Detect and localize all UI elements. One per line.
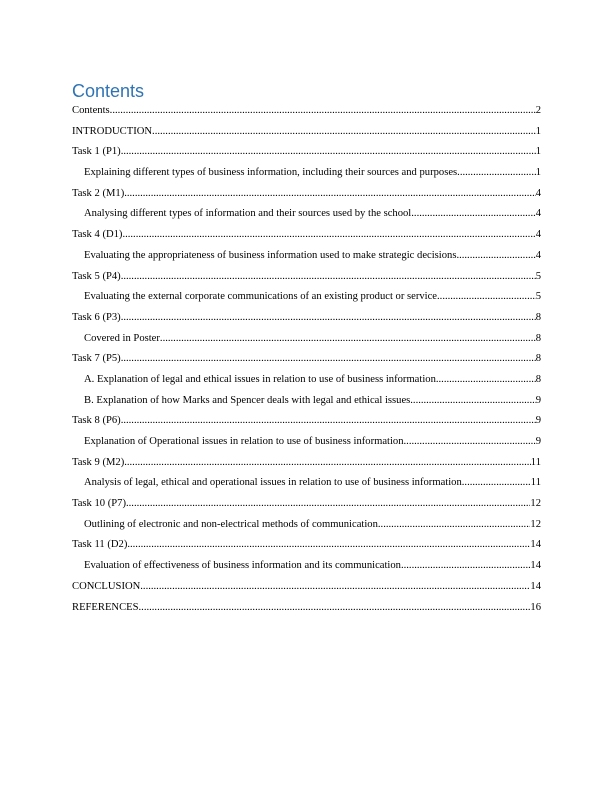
toc-entry-title: Evaluation of effectiveness of business information and its communication <box>84 560 401 572</box>
dot-leader <box>121 311 536 324</box>
toc-page-number: 12 <box>530 498 541 510</box>
dot-leader <box>404 435 536 448</box>
toc-entry-title: Evaluating the appropriateness of business information used to make strategic decisions <box>84 249 457 261</box>
toc-entry[interactable] <box>72 601 541 622</box>
toc-entry-title: Task 9 (M2) <box>72 456 125 468</box>
toc-entry-title: B. Explanation of how Marks and Spencer deals with legal and ethical issues <box>84 394 411 406</box>
toc-entry[interactable] <box>72 456 541 477</box>
toc-entry-title: Explaining different types of business information, including their sources and purposes <box>84 167 458 179</box>
toc-entry-title: Task 2 (M1) <box>72 187 125 199</box>
toc-page-number: 11 <box>530 477 541 489</box>
toc-subentry[interactable] <box>72 249 541 270</box>
toc-page-number: 9 <box>535 436 541 447</box>
toc-page-number: 1 <box>535 125 541 137</box>
toc-subentry[interactable] <box>72 394 541 415</box>
toc-entry[interactable] <box>72 125 541 146</box>
toc-subentry[interactable] <box>72 207 541 228</box>
dot-leader <box>127 538 530 551</box>
toc-page-number: 12 <box>530 518 541 530</box>
toc-subentry[interactable] <box>72 332 541 353</box>
toc-page-number: 16 <box>530 601 541 613</box>
toc-entry-title: Analysis of legal, ethical and operational issues in relation to use of business information <box>84 477 462 489</box>
toc-entry-title: Task 5 (P4) <box>72 270 121 282</box>
toc-page-number: 9 <box>535 394 541 406</box>
toc-entry-title: Task 8 (P6) <box>72 415 121 427</box>
toc-entry[interactable] <box>72 580 541 601</box>
dot-leader <box>436 373 536 386</box>
dot-leader <box>124 187 535 200</box>
toc-entry-title: INTRODUCTION <box>72 125 153 137</box>
toc-page-number: 9 <box>535 415 541 427</box>
toc-page-number: 5 <box>535 291 541 303</box>
dot-leader <box>456 249 535 262</box>
toc-entry[interactable] <box>72 352 541 373</box>
toc-entry-title: Outlining of electronic and non-electrical methods of communication <box>84 518 378 530</box>
toc-subentry[interactable] <box>72 435 541 456</box>
dot-leader <box>378 518 531 531</box>
dot-leader <box>110 104 536 117</box>
toc-entry-title: Evaluating the external corporate communications of an existing product or service <box>84 291 438 303</box>
dot-leader <box>122 228 535 241</box>
toc-page-number: 1 <box>535 146 541 158</box>
dot-leader <box>121 352 536 365</box>
dot-leader <box>152 125 536 138</box>
toc-entry-title: Task 10 (P7) <box>72 498 126 510</box>
toc-entry-title: Task 11 (D2) <box>72 539 128 551</box>
toc-subentry[interactable] <box>72 373 541 394</box>
dot-leader <box>437 290 536 303</box>
dot-leader <box>160 332 536 345</box>
toc-entry-title: Task 4 (D1) <box>72 229 123 241</box>
toc-entry-title: Task 7 (P5) <box>72 353 121 365</box>
dot-leader <box>401 559 530 572</box>
toc-entry[interactable] <box>72 228 541 249</box>
toc-page-number: 14 <box>530 560 541 572</box>
toc-entry-title: Task 1 (P1) <box>72 146 121 158</box>
toc-subentry[interactable] <box>72 166 541 187</box>
contents-heading: Contents <box>72 81 145 101</box>
toc-entry-title: Explanation of Operational issues in relation to use of business information <box>84 436 404 447</box>
toc-entry[interactable] <box>72 187 541 208</box>
toc-subentry[interactable] <box>72 476 541 497</box>
toc-page-number: 14 <box>530 580 541 592</box>
toc-page-number: 11 <box>530 456 541 468</box>
toc-page-number: 5 <box>535 270 541 282</box>
toc-entry-title: CONCLUSION <box>72 580 141 592</box>
table-of-contents <box>72 104 541 621</box>
toc-page-number: 8 <box>535 373 541 385</box>
toc-page-number: 8 <box>535 332 541 344</box>
toc-entry-title: Contents <box>72 105 110 116</box>
toc-entry[interactable] <box>72 104 541 125</box>
toc-subentry[interactable] <box>72 290 541 311</box>
dot-leader <box>139 601 531 614</box>
dot-leader <box>410 394 535 407</box>
toc-subentry[interactable] <box>72 518 541 539</box>
toc-entry-title: REFERENCES <box>72 601 139 613</box>
toc-entry[interactable] <box>72 538 541 559</box>
toc-entry[interactable] <box>72 414 541 435</box>
toc-page-number: 1 <box>535 167 541 179</box>
dot-leader <box>124 456 531 469</box>
dot-leader <box>121 270 536 283</box>
toc-page-number: 2 <box>535 105 541 116</box>
toc-entry-title: A. Explanation of legal and ethical issues in relation to use of business information <box>84 373 436 385</box>
toc-entry[interactable] <box>72 497 541 518</box>
toc-entry[interactable] <box>72 311 541 332</box>
dot-leader <box>462 476 531 489</box>
toc-page-number: 8 <box>535 311 541 323</box>
toc-page-number: 4 <box>535 208 541 220</box>
toc-entry[interactable] <box>72 145 541 166</box>
toc-page-number: 14 <box>530 539 541 551</box>
toc-entry-title: Covered in Poster <box>84 332 160 344</box>
toc-entry-title: Task 6 (P3) <box>72 311 121 323</box>
dot-leader <box>140 580 530 593</box>
toc-entry-title: Analysing different types of information and their sources used by the school <box>84 208 412 220</box>
dot-leader <box>457 166 536 179</box>
toc-page-number: 8 <box>535 353 541 365</box>
toc-entry[interactable] <box>72 270 541 291</box>
toc-subentry[interactable] <box>72 559 541 580</box>
toc-page-number: 4 <box>535 249 541 261</box>
dot-leader <box>126 497 530 510</box>
dot-leader <box>411 207 535 220</box>
dot-leader <box>121 414 536 427</box>
toc-page-number: 4 <box>535 229 541 241</box>
toc-page-number: 4 <box>535 187 541 199</box>
dot-leader <box>121 145 536 158</box>
